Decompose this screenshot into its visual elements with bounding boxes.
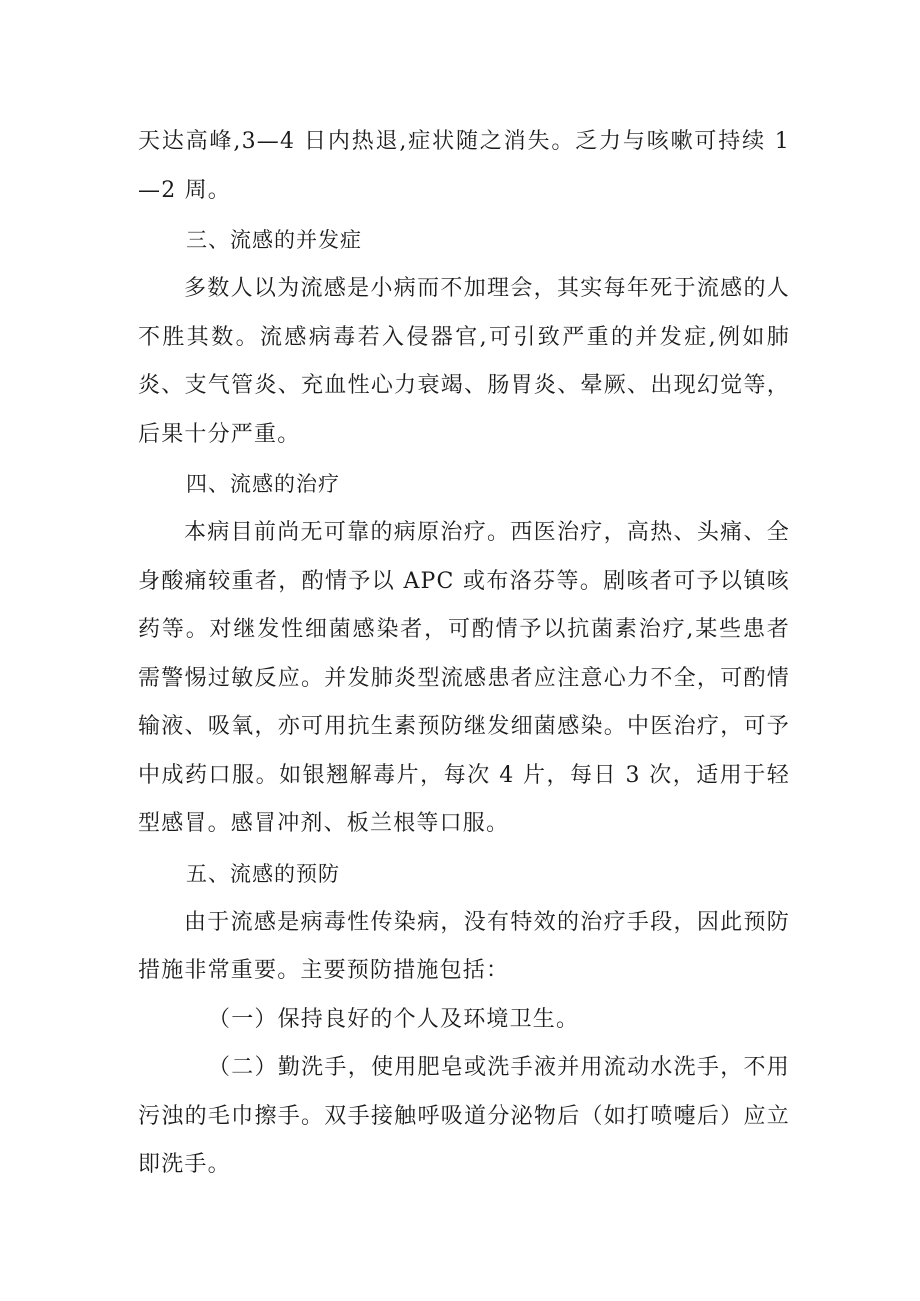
treatment-paragraph: 本病目前尚无可靠的病原治疗。西医治疗，高热、头痛、全身酸痛较重者，酌情予以 APC 或布洛芬等。剧咳者可予以镇咳药等。对继发性细菌感染者，可酌情予以抗菌素治疗,某些患者需警惕过敏反应。并发肺炎型流感患者应注意心力不全，可酌情输液、吸氧，亦可用抗生素预防继发细菌感染。中医治疗，可予中成药口服。如银翘解毒片，每次 4 片，每日 3 次，适用于轻型感冒。感冒冲剂、板兰根等口服。: [138, 520, 790, 836]
prevention-measure-1: （一）保持良好的个人及环境卫生。: [208, 1006, 580, 1032]
heading-prevention: 五、流感的预防: [186, 861, 340, 886]
continuation-paragraph: 天达高峰,3—4 日内热退,症状随之消失。乏力与咳嗽可持续 1—2 周。: [138, 129, 790, 203]
heading-treatment: 四、流感的治疗: [186, 472, 340, 496]
prevention-measure-2: （二）勤洗手，使用肥皂或洗手液并用流动水洗手，不用污浊的毛巾擦手。双手接触呼吸道分泌物后（如打喷嚏后）应立即洗手。: [138, 1055, 790, 1177]
heading-complications: 三、流感的并发症: [186, 228, 362, 252]
complications-paragraph: 多数人以为流感是小病而不加理会，其实每年死于流感的人不胜其数。流感病毒若入侵器官,可引致严重的并发症,例如肺炎、支气管炎、充血性心力衰竭、肠胃炎、晕厥、出现幻觉等，后果十分严重。: [138, 276, 790, 447]
document-body: [138, 118, 790, 1190]
prevention-intro-paragraph: 由于流感是病毒性传染病，没有特效的治疗手段，因此预防措施非常重要。主要预防措施包括：: [138, 909, 790, 983]
